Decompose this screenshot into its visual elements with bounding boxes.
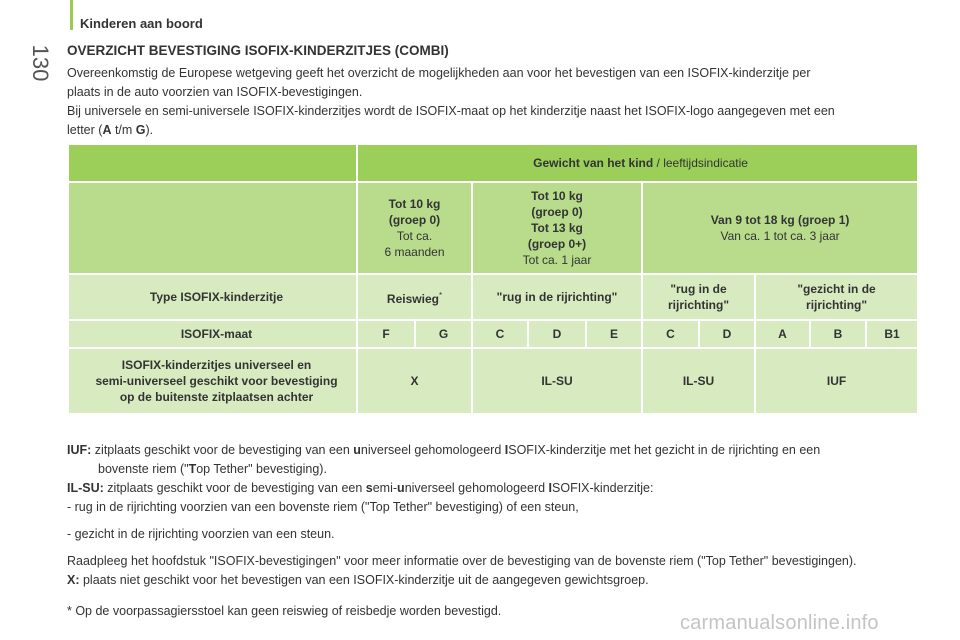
note-bullet: - rug in de rijrichting voorzien van een bovenste riem ("Top Tether" bevestiging) of een steun, [67,500,579,514]
note-iuf: IUF: zitplaats geschikt voor de bevestiging van een universeel gehomologeerd ISOFIX-kinderzitje met het gezicht in de rijrichting en een [67,443,821,457]
type-gezicht-1: "gezicht in de rijrichting" [755,274,918,320]
note-ilsu: IL-SU: zitplaats geschikt voor de bevestiging van een semi-universeel gehomologeerd ISOFIX-kinderzitje: [67,481,654,495]
weight-row-empty [68,182,357,274]
universal-label: ISOFIX-kinderzitjes universeel en semi-universeel geschikt voor bevestiging op de buitenste zitplaatsen achter [68,348,357,414]
size-label: ISOFIX-maat [68,320,357,348]
legend-notes [67,441,927,621]
watermark: carmanualsonline.info [680,612,879,634]
universal-value: IL-SU [642,348,755,414]
page-number: 130 [28,44,53,82]
intro-paragraph [67,64,917,140]
isofix-table [67,143,919,415]
size-cell: F [357,320,415,348]
type-reiswieg: Reiswieg* [357,274,472,320]
weight-group-0: Tot 10 kg (groep 0) Tot ca. 6 maanden [357,182,472,274]
size-cell: G [415,320,472,348]
type-rug-1: "rug in de rijrichting" [642,274,755,320]
intro-line: Bij universele en semi-universele ISOFIX-kinderzitjes wordt de ISOFIX-maat op het kinderzitje naast het ISOFIX-logo aangegeven met een [67,104,835,118]
size-cell: C [472,320,528,348]
universal-value: IL-SU [472,348,642,414]
universal-value: IUF [755,348,918,414]
size-cell: C [642,320,699,348]
weight-group-1: Van 9 tot 18 kg (groep 1) Van ca. 1 tot ca. 3 jaar [642,182,918,274]
type-label: Type ISOFIX-kinderzitje [68,274,357,320]
table-header-empty [68,144,357,182]
table-header-weight: Gewicht van het kind / leeftijdsindicatie [357,144,918,182]
size-cell: D [699,320,755,348]
intro-line: letter (A t/m G). [67,123,154,137]
section-accent-bar [70,0,73,30]
universal-value: X [357,348,472,414]
size-cell: B [810,320,866,348]
size-cell: D [528,320,586,348]
note-iuf-cont: bovenste riem ("Top Tether" bevestiging). [98,462,327,476]
note-x: X: plaats niet geschikt voor het bevestigen van een ISOFIX-kinderzitje uit de aangegeven gewichtsgroep. [67,573,649,587]
note-bullet: - gezicht in de rijrichting voorzien van een steun. [67,527,335,541]
note-raadpleeg: Raadpleeg het hoofdstuk "ISOFIX-bevestigingen" voor meer informatie over de bevestiging van de bovenste riem ("Top Tether" bevestigingen). [67,554,857,568]
size-cell: E [586,320,642,348]
intro-line: Overeenkomstig de Europese wetgeving geeft het overzicht de mogelijkheden aan voor het bevestigen van een ISOFIX-kinderzitje per [67,66,811,80]
weight-group-0-plus: Tot 10 kg (groep 0) Tot 13 kg (groep 0+) Tot ca. 1 jaar [472,182,642,274]
size-cell: A [755,320,810,348]
footnote: * Op de voorpassagiersstoel kan geen reiswieg of reisbedje worden bevestigd. [67,604,502,618]
section-title: Kinderen aan boord [80,16,203,31]
intro-line: plaats in de auto voorzien van ISOFIX-bevestigingen. [67,85,363,99]
page-heading: OVERZICHT BEVESTIGING ISOFIX-KINDERZITJES (COMBI) [67,43,449,58]
size-cell: B1 [866,320,918,348]
type-rug-0plus: "rug in de rijrichting" [472,274,642,320]
